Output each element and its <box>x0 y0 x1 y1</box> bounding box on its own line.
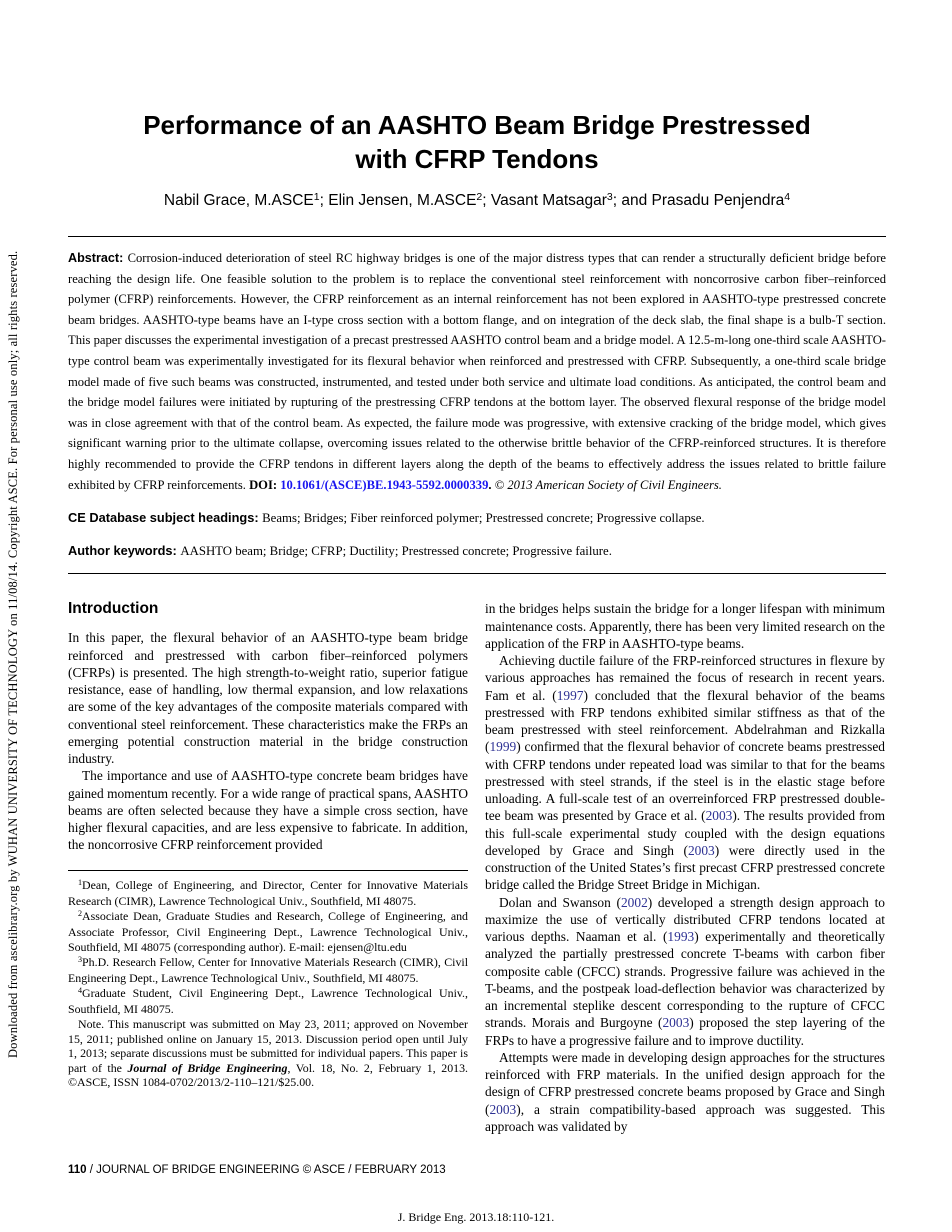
text-segment: ; Vasant Matsagar <box>482 192 607 209</box>
text-segment: / JOURNAL OF BRIDGE ENGINEERING © ASCE / FEBRUARY 2013 <box>86 1164 446 1176</box>
left-column <box>68 600 468 1135</box>
citation-year-link[interactable]: 1999 <box>489 739 517 755</box>
citation-year-link[interactable]: 2003 <box>662 1015 690 1031</box>
manuscript-note <box>68 1017 468 1090</box>
text-segment: Achieving ductile failure of the FRP-reinforced structures in flexure by various approaches has remained the focus of research in recent years. Fam et al. ( <box>485 653 885 703</box>
abstract-paragraph <box>68 248 886 495</box>
text-segment: Abstract: <box>68 251 128 265</box>
introduction-heading: Introduction <box>68 600 159 618</box>
download-watermark: Downloaded from ascelibrary.org by WUHAN UNIVERSITY OF TECHNOLOGY on 11/08/14. Copyright ASCE. For personal use only; all rights reserved. <box>6 250 20 1058</box>
text-segment: The importance and use of AASHTO-type concrete beam bridges have gained momentum recently. For a wide range of practical spans, AASHTO beams are often selected because they have a simple cross section, have higher flexural capacities, and are less expensive to fabricate. In addition, the noncorrosive CFRP reinforcement provided <box>68 768 468 853</box>
text-segment: Dolan and Swanson ( <box>499 894 621 910</box>
intro-paragraph-2 <box>68 767 468 853</box>
running-footer <box>68 1164 446 1176</box>
body-paragraph-4 <box>485 1049 885 1135</box>
footnote-3 <box>68 955 468 986</box>
two-column-body <box>68 600 886 1135</box>
text-segment: Corrosion-induced deterioration of steel RC highway bridges is one of the major distress types that can render a structurally deficient bridge before reaching the design life. One feasible solution to the problem is to replace the conventional steel reinforcement with noncorrosive carbon fiber–reinforced polymer (CFRP) reinforcements. However, the CFRP reinforcement as an internal reinforcement has not been explored in AASHTO-type prestressed concrete beam bridges. AASHTO-type beams have an I-type cross section with a bottom flange, and on integration of the deck slab, the final shape is a bulb-T section. This paper discusses the experimental investigation of a precast prestressed AASHTO control beam and a bridge model. A 12.5-m-long one-third scale AASHTO-type control beam was experimentally investigated for its flexural behavior when reinforced and prestressed with CFRP. Subsequently, a one-third scale bridge model made of five such beams was constructed, instrumented, and tested under both service and ultimate load conditions. As anticipated, the control beam and the bridge model failures were initiated by rupturing of the prestressing CFRP tendons at the bottom layer. The observed flexural response of the bridge model was in close agreement with that of the control beam. As expected, the failure mode was progressive, with extensive cracking of the bridge model, which gives significant warning prior to the ultimate collapse, overcoming issues related to the otherwise brittle behavior of the CFRP-reinforced structures. It is therefore highly recommended to provide the CFRP tendons in different layers along the depth of the beams to effectively address the issues related to brittle failure exhibited by CFRP reinforcements. <box>68 251 886 492</box>
text-segment: Beams; Bridges; Fiber reinforced polymer; Prestressed concrete; Progressive collapse. <box>262 510 705 525</box>
paper-title-line1: Performance of an AASHTO Beam Bridge Prestressed <box>143 110 811 140</box>
text-segment: ) concluded that the flexural behavior of the beams prestressed with FRP tendons exhibited similar stiffness as that of the beam prestressed with steel reinforcement. Abdelrahman and Rizkalla ( <box>485 687 886 755</box>
paper-title-line2: with CFRP Tendons <box>355 144 599 174</box>
text-segment: Author keywords: <box>68 542 181 558</box>
text-segment: 4 <box>78 986 83 996</box>
text-segment: CE Database subject headings: <box>68 509 263 525</box>
doi-link[interactable]: 10.1061/(ASCE)BE.1943-5592.0000339 <box>280 477 489 492</box>
text-segment: Attempts were made in developing design approaches for the structures reinforced with FRP materials. In the unified design approach for the design of CFRP prestressed concrete beams proposed by Grace and Singh ( <box>485 1049 885 1117</box>
text-segment: ), a strain compatibility-based approach was suggested. This approach was validated by <box>485 1101 885 1134</box>
text-segment: © 2013 American Society of Civil Engineers. <box>494 477 722 492</box>
text-segment: In this paper, the flexural behavior of an AASHTO-type beam bridge reinforced and prestressed with carbon fiber–reinforced polymers (CFRPs) is presented. The high strength-to-weight ratio, superior fatigue resistance, ease of handling, low thermal expansion, and low relaxations are some of the key advantages of the composite materials compared with conventional steel reinforcement. These characteristics make the FRPs an emerging potential construction material in the bridge construction industry. <box>68 630 468 767</box>
text-segment: 1 <box>78 877 83 887</box>
text-segment: ; and Prasadu Penjendra <box>612 192 785 209</box>
text-segment: Graduate Student, Civil Engineering Dept., Lawrence Technological Univ., Southfield, MI 48075. <box>68 985 468 1017</box>
paper-title <box>68 108 886 176</box>
journal-citation: J. Bridge Eng. 2013.18:110-121. <box>397 1210 555 1224</box>
text-segment: Journal of Bridge Engineering <box>127 1060 288 1075</box>
text-segment: ) confirmed that the flexural behavior of concrete beams prestressed with CFRP tendons under repeated load was similar to that for the beams prestressed with steel strands, if the steel is in the elastic stage before unloading. A full-scale test of an overreinforced FRP prestressed double-tee beam was presented by Grace et al. ( <box>485 739 885 824</box>
citation-year-link[interactable]: 2003 <box>705 808 733 824</box>
right-column <box>485 600 885 1135</box>
intro-paragraph-1 <box>68 629 468 767</box>
text-segment: . <box>488 477 495 492</box>
footnote-block <box>68 870 468 1090</box>
text-segment: ; Elin Jensen, M.ASCE <box>319 192 477 209</box>
citation-year-link[interactable]: 2002 <box>620 894 648 910</box>
abstract-top-rule <box>68 236 886 237</box>
footnote-4 <box>68 986 468 1017</box>
citation-year-link[interactable]: 1997 <box>556 687 584 703</box>
text-segment: ) experimentally and theoretically analyzed the partially prestressed concrete T-beams with carbon fiber composite cable (CFCC) strands. Progressive failure was achieved in the T-beams, and the postpeak load-deflection behavior was characterized by an incremental steplike descent corresponding to the rupture of CFCC strands. Morais and Burgoyne ( <box>485 929 885 1031</box>
text-segment: 4 <box>784 191 791 204</box>
text-segment: ) were directly used in the construction of the United States’s first precast CFRP prestressed concrete bridge called the Bridge Street Bridge in Michigan. <box>485 842 885 893</box>
author-byline <box>68 192 886 210</box>
text-segment: Note. This manuscript was submitted on May 23, 2011; approved on November 15, 2011; published online on January 15, 2013. Discussion period open until July 1, 2013; separate discussions must be submitted for individual papers. This paper is part of the <box>68 1016 468 1075</box>
text-segment: 3 <box>606 191 613 204</box>
citation-year-link[interactable]: 1993 <box>667 929 695 945</box>
text-segment: 3 <box>78 954 83 964</box>
citation-year-link[interactable]: 2003 <box>687 842 715 858</box>
abstract-bottom-rule <box>68 573 886 574</box>
text-segment: AASHTO beam; Bridge; CFRP; Ductility; Prestressed concrete; Progressive failure. <box>180 543 612 558</box>
text-segment: DOI: <box>249 477 281 492</box>
author-keywords <box>68 541 886 561</box>
citation-year-link[interactable]: 2003 <box>489 1101 517 1117</box>
text-segment: , Vol. 18, No. 2, February 1, 2013. ©ASCE, ISSN 1084-0702/2013/2-110–121/$25.00. <box>68 1060 468 1090</box>
body-paragraph-3 <box>485 894 885 1049</box>
text-segment: Ph.D. Research Fellow, Center for Innovative Materials Research (CIMR), Civil Engineering Dept., Lawrence Technological Univ., Southfield, MI 48075. <box>68 954 468 986</box>
text-segment: 2 <box>78 909 83 919</box>
text-segment: Associate Dean, Graduate Studies and Research, College of Engineering, and Associate Professor, Civil Engineering Dept., Lawrence Technological Univ., Southfield, MI 48075 (corresponding author). E-mail: ejensen@ltu.edu <box>68 908 468 954</box>
ce-database-headings <box>68 508 886 528</box>
text-segment: ). The results provided from this full-scale experimental study coupled with the design equations developed by Grace and Singh ( <box>485 808 885 858</box>
text-segment: in the bridges helps sustain the bridge for a longer lifespan with minimum maintenance costs. Apparently, there has been very limited research on the application of the FRP in AASHTO-type beams. <box>485 601 885 651</box>
body-paragraph-1 <box>485 600 885 652</box>
text-segment: Dean, College of Engineering, and Director, Center for Innovative Materials Research (CIMR), Lawrence Technological Univ., Southfield, MI 48075. <box>68 877 468 909</box>
text-segment: Nabil Grace, M.ASCE <box>163 192 314 209</box>
text-segment: 1 <box>313 191 320 204</box>
text-segment: 110 <box>68 1164 87 1176</box>
footnote-1 <box>68 878 468 909</box>
text-segment: ) proposed the step layering of the FRPs to have a progressive failure and to improve ductility. <box>485 1015 885 1048</box>
text-segment: 2 <box>476 191 483 204</box>
body-paragraph-2 <box>485 652 885 894</box>
text-segment: ) developed a strength design approach to maximize the use of vertically distributed CFRP tendons located at various depths. Naaman et al. ( <box>485 894 885 945</box>
page-content <box>68 0 886 1135</box>
footnote-2 <box>68 909 468 955</box>
